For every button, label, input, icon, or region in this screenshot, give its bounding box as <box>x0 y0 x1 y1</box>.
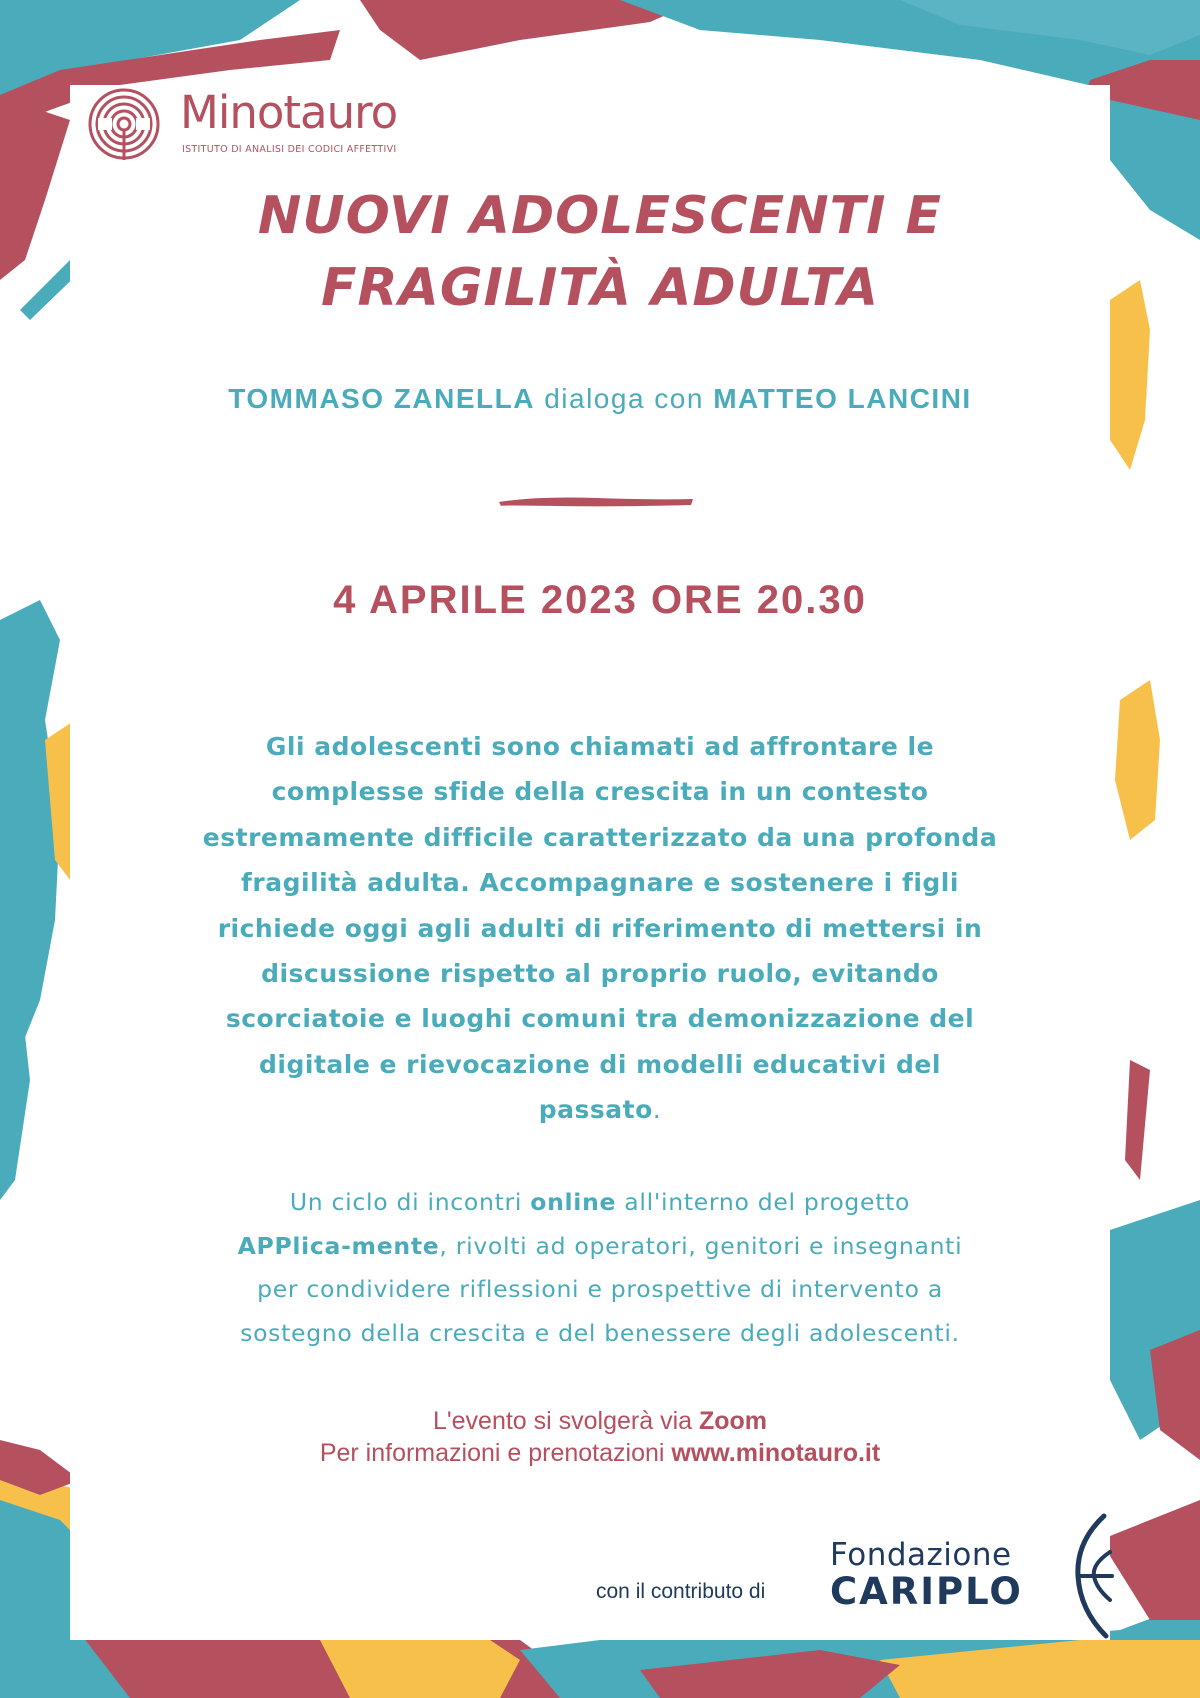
speaker-2: MATTEO LANCINI <box>713 383 972 414</box>
contribution-label: con il contributo di <box>596 1580 766 1603</box>
description <box>150 724 1050 1133</box>
description-line: Gli adolescenti sono chiamati ad affrontare le <box>265 732 935 761</box>
logo-name: Minotauro <box>180 86 398 139</box>
platform-zoom: Zoom <box>698 1407 768 1435</box>
website-link[interactable]: www.minotauro.it <box>671 1439 881 1467</box>
brush-stroke <box>1110 100 1200 240</box>
description-line: fragilità adulta. Accompagnare e sostenere i figli <box>241 868 959 898</box>
cycle-line-1 <box>130 1181 1070 1225</box>
event-line-1 <box>150 1405 1050 1437</box>
cycle-text: all'interno del progetto <box>616 1188 911 1216</box>
description-line: discussione rispetto al proprio ruolo, evitando <box>261 959 939 989</box>
description-line: richiede oggi agli adulti di riferimento di mettersi in <box>217 913 983 943</box>
description-last-word: passato <box>538 1095 653 1125</box>
brush-stroke <box>0 110 70 280</box>
speakers-line <box>100 383 1100 415</box>
project-name: APPlica-mente <box>237 1231 440 1260</box>
sponsor-cariplo: CARIPLO <box>830 1570 1023 1613</box>
cycle-text: Un ciclo di incontri <box>289 1188 531 1216</box>
description-line: estremamente difficile caratterizzato da una profonda <box>202 822 998 852</box>
cariplo-logo-icon <box>1070 1512 1116 1640</box>
speaker-1: TOMMASO ZANELLA <box>228 383 535 414</box>
cycle-line-3: per condividere riflessioni e prospettive di intervento a <box>257 1275 943 1303</box>
event-title <box>150 180 1050 324</box>
brush-stroke <box>1150 1330 1200 1460</box>
event-text: Per informazioni e prenotazioni <box>319 1439 672 1467</box>
cycle-line-2 <box>130 1225 1070 1269</box>
event-info <box>150 1405 1050 1469</box>
title-line-1: NUOVI ADOLESCENTI E <box>257 186 943 246</box>
cycle-online: online <box>530 1188 617 1216</box>
sponsor-fondazione: Fondazione <box>830 1537 1012 1573</box>
brush-stroke <box>1115 680 1160 840</box>
event-date: 4 APRILE 2023 ORE 20.30 <box>333 578 867 622</box>
cycle-text: , rivolti ad operatori, genitori e insegnanti <box>439 1231 963 1260</box>
brush-stroke <box>1125 1060 1150 1180</box>
speakers-connector: dialoga con <box>544 383 704 414</box>
description-line: complesse sfide della crescita in un contesto <box>271 777 929 807</box>
minotauro-logo <box>84 86 484 166</box>
description-line: scorciatoie e luoghi comuni tra demonizzazione del <box>225 1004 975 1034</box>
cycle-line-4: sostegno della crescita e del benessere degli adolescenti. <box>240 1318 960 1347</box>
brush-stroke <box>1110 280 1150 470</box>
logo-subtitle: ISTITUTO DI ANALISI DEI CODICI AFFETTIVI <box>182 144 397 155</box>
cycle-info <box>130 1181 1070 1355</box>
title-line-2: FRAGILITÀ ADULTA <box>321 258 879 318</box>
labyrinth-icon <box>84 86 174 166</box>
event-text: L'evento si svolgerà via <box>432 1407 699 1435</box>
event-line-2 <box>150 1437 1050 1469</box>
description-period: . <box>652 1095 662 1125</box>
brush-divider <box>497 494 695 508</box>
brush-stroke <box>1150 330 1200 620</box>
description-line: digitale e rievocazione di modelli educativi del <box>259 1049 941 1079</box>
description-line-last <box>150 1087 1050 1132</box>
